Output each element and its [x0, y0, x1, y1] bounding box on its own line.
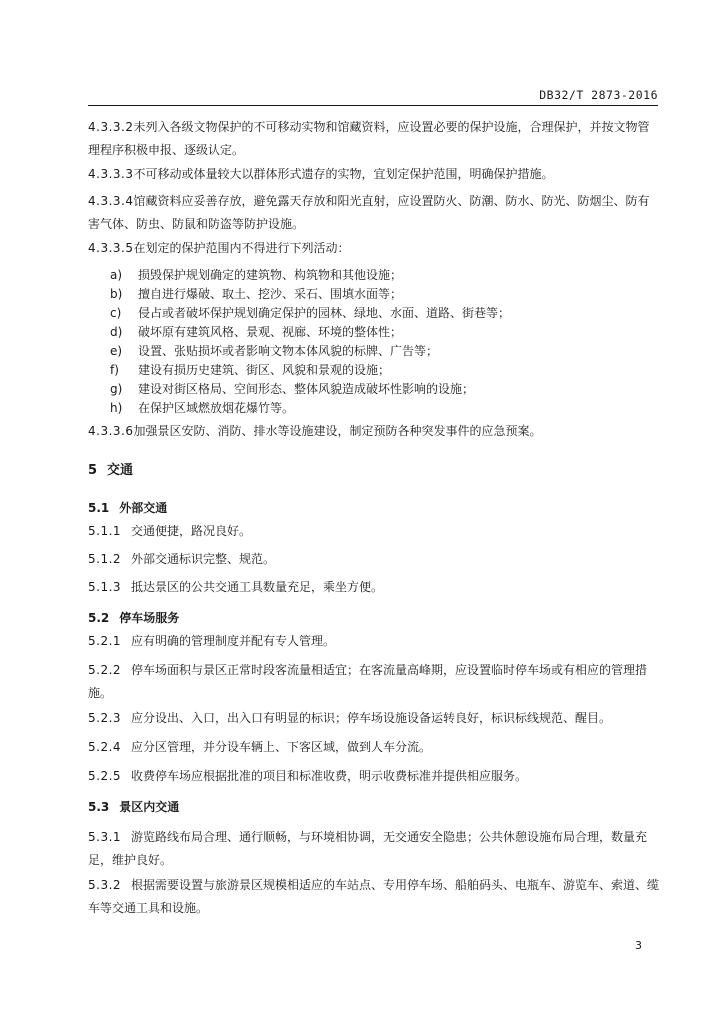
clause-text: 外部交通标识完整、规范。	[131, 552, 276, 566]
subsection-number: 5.1	[88, 501, 110, 515]
clause-text: 根据需要设置与旅游景区规模相适应的车站点、专用停车场、船舶码头、电瓶车、游览车、索道、缆车等交通工具和设施。	[88, 878, 660, 915]
clause-number: 5.2.3	[88, 711, 122, 725]
clause-4-3-3-3	[88, 163, 660, 186]
clause-4-3-3-5	[88, 237, 660, 260]
clause-5-2-3	[88, 707, 660, 730]
clause-5-2-1	[88, 630, 660, 653]
list-item	[110, 323, 660, 342]
clause-text: 应分区管理，并分设车辆上、下客区域，做到人车分流。	[131, 740, 432, 754]
section-heading-transport	[88, 459, 133, 478]
list-marker: h)	[110, 401, 123, 415]
list-marker: c)	[110, 306, 122, 320]
clause-text: 馆藏资料应妥善存放，避免露天存放和阳光直射，应设置防火、防潮、防水、防光、防烟尘、防有害气体、防虫、防鼠和防盗等防护设施。	[88, 194, 650, 231]
list-item-text: 建设有损历史建筑、街区、风貌和景观的设施；	[138, 363, 391, 377]
subsection-heading-internal-transport	[88, 798, 179, 815]
section-title: 交通	[107, 463, 134, 478]
clause-number: 5.3.2	[88, 878, 122, 892]
header-divider	[88, 105, 658, 106]
clause-number: 5.2.2	[88, 663, 122, 677]
clause-text: 抵达景区的公共交通工具数量充足，乘坐方便。	[131, 580, 384, 594]
list-marker: e)	[110, 344, 123, 358]
list-marker: b)	[110, 287, 123, 301]
clause-number: 4.3.3.3	[88, 167, 134, 181]
clause-5-2-2	[88, 659, 660, 705]
clause-number: 5.2.5	[88, 769, 122, 783]
clause-4-3-3-6	[88, 420, 660, 443]
list-marker: d)	[110, 325, 123, 339]
list-item-text: 破坏原有建筑风格、景观、视廊、环境的整体性；	[138, 325, 403, 339]
clause-number: 5.2.4	[88, 740, 122, 754]
list-item	[110, 380, 660, 399]
clause-text: 在划定的保护范围内不得进行下列活动：	[133, 241, 350, 255]
clause-text: 加强景区安防、消防、排水等设施建设，制定预防各种突发事件的应急预案。	[133, 424, 542, 438]
subsection-heading-parking	[88, 609, 179, 626]
clause-5-1-3	[88, 576, 660, 599]
subsection-title: 外部交通	[119, 501, 168, 515]
clause-5-1-1	[88, 520, 660, 543]
subsection-number: 5.2	[88, 611, 110, 625]
clause-text: 交通便捷，路况良好。	[131, 524, 252, 538]
subsection-title: 景区内交通	[119, 800, 180, 814]
list-item-text: 建设对街区格局、空间形态、整体风貌造成破坏性影响的设施；	[138, 382, 475, 396]
list-marker: g)	[110, 382, 123, 396]
subsection-number: 5.3	[88, 800, 110, 814]
list-item-text: 擅自进行爆破、取土、挖沙、采石、围填水面等；	[138, 287, 403, 301]
page-number: 3	[635, 939, 642, 952]
list-item-text: 在保护区域燃放烟花爆竹等。	[138, 401, 295, 415]
clause-number: 5.2.1	[88, 634, 122, 648]
clause-number: 5.1.2	[88, 552, 122, 566]
list-marker: f)	[110, 363, 119, 377]
clause-5-2-5	[88, 765, 660, 788]
clause-number: 5.1.3	[88, 580, 122, 594]
list-item-text: 设置、张贴损坏或者影响文物本体风貌的标牌、广告等；	[138, 344, 439, 358]
clause-number: 4.3.3.6	[88, 424, 134, 438]
clause-5-3-2	[88, 874, 660, 920]
clause-text: 游览路线布局合理、通行顺畅，与环境相协调，无交通安全隐患；公共休憩设施布局合理，数量充足，维护良好。	[88, 830, 648, 867]
list-item	[110, 285, 660, 304]
clause-4-3-3-4	[88, 190, 660, 236]
clause-text: 未列入各级文物保护的不可移动实物和馆藏资料，应设置必要的保护设施，合理保护，并按文物管理程序积极申报、逐级认定。	[88, 120, 650, 157]
clause-5-1-2	[88, 548, 660, 571]
subsection-heading-external-transport	[88, 499, 167, 516]
list-item-text: 损毁保护规划确定的建筑物、构筑物和其他设施；	[138, 268, 403, 282]
clause-5-3-1	[88, 826, 660, 872]
list-item	[110, 399, 660, 418]
clause-number: 5.3.1	[88, 830, 122, 844]
clause-text: 不可移动或体量较大以群体形式遗存的实物，宜划定保护范围，明确保护措施。	[133, 167, 554, 181]
list-item	[110, 342, 660, 361]
prohibited-activities-list	[110, 266, 660, 418]
list-item	[110, 304, 660, 323]
clause-number: 4.3.3.2	[88, 120, 134, 134]
clause-5-2-4	[88, 736, 660, 759]
clause-number: 4.3.3.4	[88, 194, 134, 208]
list-item	[110, 266, 660, 285]
clause-text: 应分设出、入口，出入口有明显的标识；停车场设施设备运转良好，标识标线规范、醒目。	[131, 711, 612, 725]
clause-number: 4.3.3.5	[88, 241, 134, 255]
list-item	[110, 361, 660, 380]
list-item-text: 侵占或者破坏保护规划确定保护的园林、绿地、水面、道路、街巷等；	[138, 306, 511, 320]
clause-text: 收费停车场应根据批准的项目和标准收费，明示收费标准并提供相应服务。	[131, 769, 528, 783]
document-id: DB32/T 2873-2016	[539, 88, 658, 102]
section-number: 5	[88, 463, 98, 478]
clause-text: 应有明确的管理制度并配有专人管理。	[131, 634, 336, 648]
clause-4-3-3-2	[88, 116, 660, 162]
clause-number: 5.1.1	[88, 524, 122, 538]
list-marker: a)	[110, 268, 123, 282]
subsection-title: 停车场服务	[119, 611, 180, 625]
clause-text: 停车场面积与景区正常时段客流量相适宜；在客流量高峰期，应设置临时停车场或有相应的管理措施。	[88, 663, 648, 700]
